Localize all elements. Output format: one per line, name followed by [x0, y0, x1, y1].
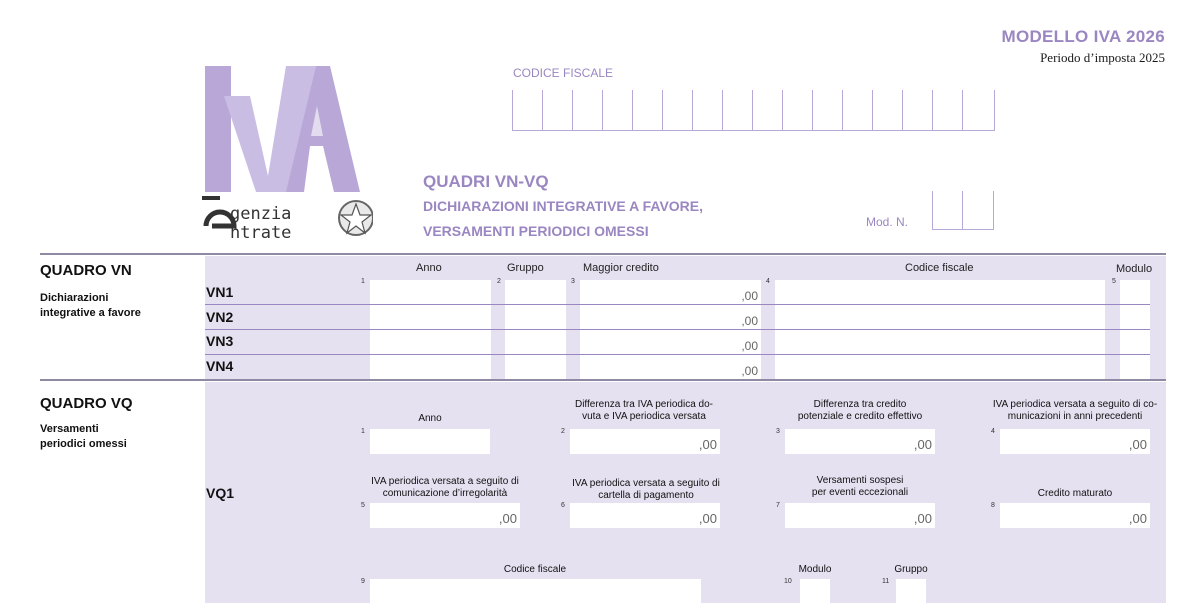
codice-fiscale-field[interactable]: [512, 90, 995, 131]
vq-field-label: Differenza tra credito potenziale e credito effettivo: [797, 399, 923, 422]
vn-row-label: VN3: [206, 333, 234, 349]
quadri-title: QUADRI VN-VQ: [423, 172, 549, 191]
vq-field-num: 3: [776, 428, 780, 435]
vn-row-divider: [205, 304, 1150, 305]
vq-title: QUADRO VQ: [40, 395, 133, 412]
vq-amount: ,00: [698, 511, 717, 526]
periodo-imposta: Periodo d’imposta 2025: [1040, 50, 1165, 65]
vn-title: QUADRO VN: [40, 262, 132, 279]
vq-field-label: IVA periodica versata a seguito di comunicazione d’irregolarità: [371, 476, 519, 499]
vq-field-label: Anno: [418, 413, 442, 424]
vq-amount: ,00: [1128, 437, 1147, 452]
vn-subtitle: [40, 291, 141, 321]
vq-differenza-credito-input[interactable]: [785, 429, 935, 454]
mod-n-label: Mod. N.: [866, 215, 909, 229]
vn-col-maggior-credito: Maggior credito: [583, 262, 659, 274]
vq-iva-irregolarita-input[interactable]: [370, 503, 520, 528]
vq-field-num: 1: [361, 428, 365, 435]
vq-field-num: 4: [991, 428, 995, 435]
vn-row-divider: [205, 354, 1150, 355]
vn-sub2: integrative a favore: [40, 307, 141, 319]
vn-amount: ,00: [741, 289, 758, 303]
vq-credito-maturato-input[interactable]: [1000, 503, 1150, 528]
logo-line1: genzia: [230, 204, 292, 224]
vq-field-num: 9: [361, 578, 365, 585]
vq-field-num: 5: [361, 502, 365, 509]
vn-row-label: VN4: [206, 358, 234, 374]
vq-anno-input[interactable]: [370, 429, 490, 454]
vq-amount: ,00: [1128, 511, 1147, 526]
vn-num-2: 2: [497, 278, 501, 285]
modello-title: MODELLO IVA 2026: [1001, 27, 1165, 46]
vq-iva-anni-precedenti-input[interactable]: [1000, 429, 1150, 454]
vq-field-num: 2: [561, 428, 565, 435]
vq-field-label: Modulo: [798, 564, 832, 575]
vq-field-label: Credito maturato: [1037, 488, 1113, 499]
logo-line2: ntrate: [230, 223, 292, 243]
vn-row-divider: [205, 329, 1150, 330]
vn-amount: ,00: [741, 339, 758, 353]
vn-amount: ,00: [741, 314, 758, 328]
vq-sub1: Versamenti: [40, 423, 99, 435]
vn-col-gruppo: Gruppo: [507, 262, 544, 274]
vq-field-label: IVA periodica versata a seguito di cartella di pagamento: [572, 478, 720, 501]
vq-modulo-input[interactable]: [800, 579, 830, 603]
vq-field-num: 6: [561, 502, 565, 509]
vn-num-3: 3: [571, 278, 575, 285]
vn-col-codice-fiscale: Codice fiscale: [905, 262, 974, 274]
section-divider: [40, 253, 1166, 255]
vq-field-num: 8: [991, 502, 995, 509]
quadri-subtitle-2: VERSAMENTI PERIODICI OMESSI: [423, 223, 649, 239]
vq-codice-fiscale-input[interactable]: [370, 579, 701, 603]
vn-col-modulo: Modulo: [1116, 263, 1153, 275]
codice-fiscale-label: CODICE FISCALE: [513, 66, 614, 80]
vn-row-label: VN1: [206, 284, 234, 300]
vn-num-5: 5: [1112, 278, 1116, 285]
vq-subtitle: [40, 422, 127, 452]
vn-row-label: VN2: [206, 309, 234, 325]
vq-amount: ,00: [698, 437, 717, 452]
vn-num-1: 1: [361, 278, 365, 285]
vq-field-label: Gruppo: [894, 564, 928, 575]
vq-field-num: 10: [784, 578, 792, 585]
vq1-row-label: VQ1: [206, 485, 235, 501]
vq-field-label: IVA periodica versata a seguito di co- municazioni in anni precedenti: [992, 399, 1158, 422]
vq-sub2: periodici omessi: [40, 438, 127, 450]
vq-iva-cartella-input[interactable]: [570, 503, 720, 528]
mod-n-field[interactable]: [932, 191, 994, 230]
vq-gruppo-input[interactable]: [896, 579, 926, 603]
section-divider: [40, 379, 1166, 381]
vq-amount: ,00: [913, 511, 932, 526]
vq-versamenti-sospesi-input[interactable]: [785, 503, 935, 528]
vn-sub1: Dichiarazioni: [40, 292, 109, 304]
vq-differenza-iva-input[interactable]: [570, 429, 720, 454]
vq-field-num: 11: [882, 578, 890, 585]
vq-field-label: Codice fiscale: [503, 564, 567, 575]
vq-amount: ,00: [913, 437, 932, 452]
quadri-subtitle-1: DICHIARAZIONI INTEGRATIVE A FAVORE,: [423, 198, 704, 214]
vq-amount: ,00: [498, 511, 517, 526]
vq-field-num: 7: [776, 502, 780, 509]
vn-num-4: 4: [766, 278, 770, 285]
vq-field-label: Versamenti sospesi per eventi eccezionali: [811, 475, 909, 498]
vn-amount: ,00: [741, 364, 758, 378]
vn-col-anno: Anno: [416, 262, 442, 274]
agenzia-entrate-logo: [198, 66, 373, 246]
vq-field-label: Differenza tra IVA periodica do- vuta e IVA periodica versata: [574, 399, 714, 422]
